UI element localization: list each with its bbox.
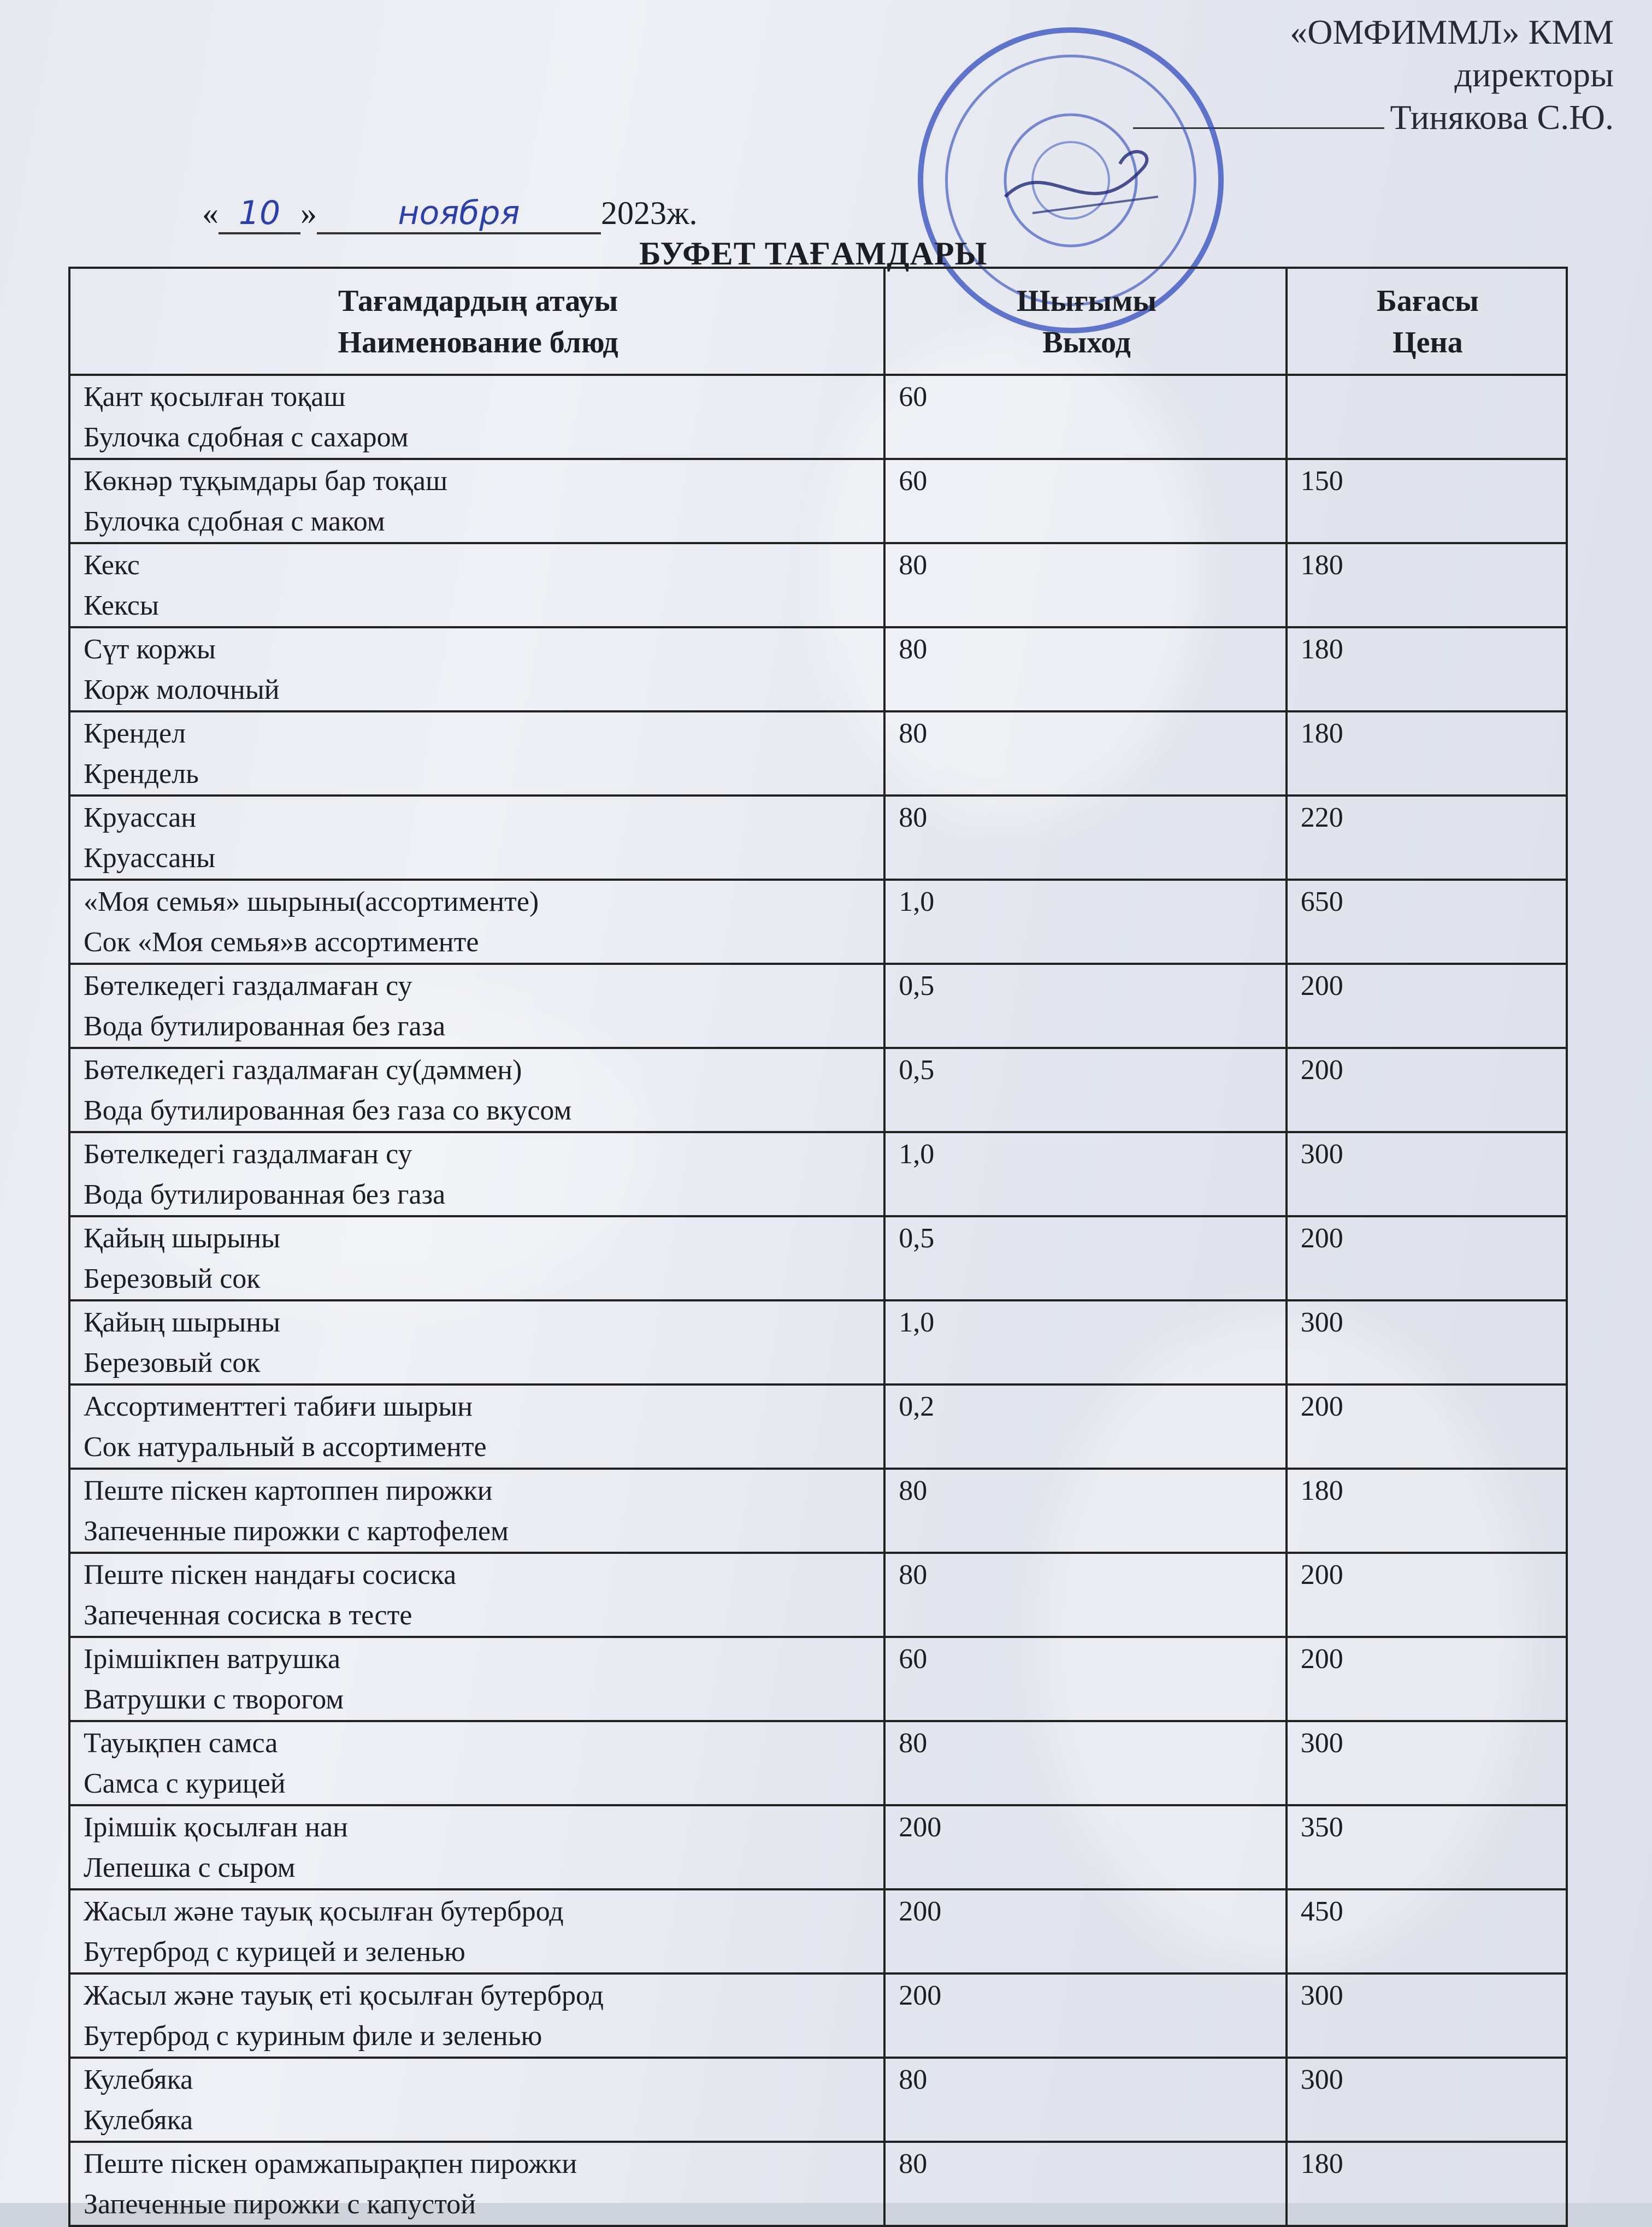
dish-name-cell — [69, 964, 884, 1048]
header-price-ru: Цена — [1393, 326, 1463, 360]
dish-output-cell: 0,5 — [884, 1048, 1287, 1132]
date-open-quote: « — [202, 195, 219, 231]
dish-output-cell: 80 — [884, 627, 1287, 711]
dish-price-cell: 150 — [1287, 459, 1567, 543]
header-output-ru: Выход — [1042, 326, 1131, 360]
dish-name-ru: Сок «Моя семья»в ассортименте — [84, 927, 479, 958]
dish-name-ru: Ватрушки с творогом — [84, 1684, 344, 1715]
table-row — [69, 1973, 1567, 2058]
table-row — [69, 1889, 1567, 1973]
dish-name-ru: Запеченные пирожки с картофелем — [84, 1516, 509, 1547]
dish-price-cell: 200 — [1287, 1553, 1567, 1637]
dish-name-kz: Қайың шырыны — [84, 1223, 281, 1254]
dish-price-cell: 200 — [1287, 1048, 1567, 1132]
approval-org: «ОМФИММЛ» КММ — [1290, 13, 1614, 51]
dish-price-cell: 180 — [1287, 543, 1567, 627]
dish-output-cell: 1,0 — [884, 1300, 1287, 1384]
approval-name: Тинякова С.Ю. — [1390, 98, 1614, 137]
dish-name-ru: Крендель — [84, 758, 199, 790]
dish-name-cell — [69, 1384, 884, 1469]
dish-name-cell — [69, 2058, 884, 2142]
dish-name-cell — [69, 375, 884, 459]
table-row — [69, 880, 1567, 964]
dish-name-cell — [69, 1973, 884, 2058]
dish-name-cell — [69, 459, 884, 543]
dish-name-cell — [69, 711, 884, 796]
header-output — [884, 268, 1287, 375]
header-price — [1287, 268, 1567, 375]
dish-output-cell: 0,5 — [884, 964, 1287, 1048]
dish-output-cell: 60 — [884, 459, 1287, 543]
dish-name-ru: Бутерброд с курицей и зеленью — [84, 1936, 465, 1967]
dish-name-kz: Ірімшікпен ватрушка — [84, 1643, 341, 1675]
dish-output-cell: 80 — [884, 543, 1287, 627]
dish-output-cell: 1,0 — [884, 880, 1287, 964]
dish-name-kz: Қайың шырыны — [84, 1307, 281, 1338]
dish-price-cell: 180 — [1287, 2142, 1567, 2226]
table-header-row — [69, 268, 1567, 375]
dish-output-cell: 0,2 — [884, 1384, 1287, 1469]
dish-name-cell — [69, 796, 884, 880]
dish-name-ru: Вода бутилированная без газа — [84, 1179, 446, 1210]
dish-name-ru: Корж молочный — [84, 674, 280, 705]
date-month: ноября — [317, 194, 601, 234]
dish-output-cell: 1,0 — [884, 1132, 1287, 1216]
dish-output-cell: 80 — [884, 1469, 1287, 1553]
table-row — [69, 1805, 1567, 1889]
dish-price-cell: 180 — [1287, 1469, 1567, 1553]
dish-price-cell: 200 — [1287, 1216, 1567, 1300]
dish-name-cell — [69, 1889, 884, 1973]
buffet-menu-table — [68, 267, 1568, 2227]
dish-output-cell: 80 — [884, 1721, 1287, 1805]
dish-price-cell: 300 — [1287, 1300, 1567, 1384]
dish-name-ru: Лепешка с сыром — [84, 1852, 296, 1883]
dish-name-kz: Бөтелкедегі газдалмаған су(дәммен) — [84, 1054, 522, 1086]
dish-name-cell — [69, 1721, 884, 1805]
date-year: 2023ж. — [601, 195, 698, 231]
table-row — [69, 2058, 1567, 2142]
dish-output-cell: 80 — [884, 2058, 1287, 2142]
dish-name-ru: Бутерброд с куриным филе и зеленью — [84, 2020, 542, 2052]
approval-position: директоры — [1454, 55, 1614, 94]
dish-name-ru: Запеченная сосиска в тесте — [84, 1600, 412, 1631]
header-output-kz: Шығымы — [1016, 284, 1157, 318]
table-row — [69, 1721, 1567, 1805]
dish-output-cell: 80 — [884, 796, 1287, 880]
dish-name-cell — [69, 1048, 884, 1132]
header-price-kz: Бағасы — [1376, 284, 1479, 318]
table-row — [69, 1637, 1567, 1721]
dish-name-kz: Ассортименттегі табиғи шырын — [84, 1391, 473, 1422]
dish-output-cell: 200 — [884, 1973, 1287, 2058]
dish-name-cell — [69, 2142, 884, 2226]
dish-name-ru: Кулебяка — [84, 2105, 193, 2136]
menu-title: БУФЕТ ТАҒАМДАРЫ — [639, 235, 988, 272]
dish-name-ru: Круассаны — [84, 843, 216, 874]
dish-name-ru: Булочка сдобная с маком — [84, 506, 385, 537]
dish-price-cell: 200 — [1287, 964, 1567, 1048]
dish-price-cell: 200 — [1287, 1637, 1567, 1721]
table-row — [69, 1553, 1567, 1637]
dish-name-kz: Пеште піскен нандағы сосиска — [84, 1559, 457, 1590]
dish-name-kz: «Моя семья» шырыны(ассортименте) — [84, 886, 539, 917]
dish-output-cell: 200 — [884, 1889, 1287, 1973]
dish-output-cell: 0,5 — [884, 1216, 1287, 1300]
table-row — [69, 1469, 1567, 1553]
dish-name-kz: Сүт коржы — [84, 634, 216, 665]
dish-output-cell: 60 — [884, 1637, 1287, 1721]
dish-name-kz: Көкнәр тұқымдары бар тоқаш — [84, 466, 448, 497]
table-row — [69, 711, 1567, 796]
dish-name-cell — [69, 880, 884, 964]
dish-name-kz: Бөтелкедегі газдалмаған су — [84, 970, 412, 1001]
table-body — [69, 375, 1567, 2226]
dish-name-ru: Булочка сдобная с сахаром — [84, 422, 409, 453]
dish-name-cell — [69, 1805, 884, 1889]
header-name-ru: Наименование блюд — [338, 326, 618, 360]
dish-price-cell: 300 — [1287, 1132, 1567, 1216]
table-row — [69, 627, 1567, 711]
dish-output-cell: 80 — [884, 2142, 1287, 2226]
dish-name-ru: Сок натуральный в ассортименте — [84, 1431, 487, 1463]
dish-name-ru: Кексы — [84, 590, 159, 621]
table-row — [69, 796, 1567, 880]
table-row — [69, 1048, 1567, 1132]
dish-name-ru: Вода бутилированная без газа — [84, 1011, 446, 1042]
table-row — [69, 2142, 1567, 2226]
dish-name-ru: Самса с курицей — [84, 1768, 286, 1799]
dish-price-cell: 300 — [1287, 2058, 1567, 2142]
dish-name-kz: Жасыл және тауық қосылған бутерброд — [84, 1896, 564, 1927]
dish-name-cell — [69, 627, 884, 711]
dish-name-kz: Тауықпен самса — [84, 1728, 278, 1759]
dish-output-cell: 200 — [884, 1805, 1287, 1889]
table-row — [69, 459, 1567, 543]
dish-price-cell: 220 — [1287, 796, 1567, 880]
dish-name-kz: Пеште піскен картоппен пирожки — [84, 1475, 493, 1506]
header-name — [69, 268, 884, 375]
dish-name-kz: Қант қосылған тоқаш — [84, 381, 346, 413]
table-row — [69, 375, 1567, 459]
dish-name-kz: Жасыл және тауық еті қосылған бутерброд — [84, 1980, 604, 2011]
document-date — [202, 194, 697, 234]
table-row — [69, 964, 1567, 1048]
header-name-kz: Тағамдардың атауы — [338, 284, 618, 318]
dish-price-cell: 300 — [1287, 1721, 1567, 1805]
dish-price-cell: 350 — [1287, 1805, 1567, 1889]
dish-name-kz: Ірімшік қосылған нан — [84, 1812, 348, 1843]
dish-name-kz: Кекс — [84, 550, 140, 581]
dish-name-kz: Кулебяка — [84, 2064, 193, 2095]
table-row — [69, 1216, 1567, 1300]
dish-name-cell — [69, 1553, 884, 1637]
dish-price-cell: 180 — [1287, 627, 1567, 711]
dish-price-cell — [1287, 375, 1567, 459]
dish-name-ru: Березовый сок — [84, 1263, 261, 1294]
table-row — [69, 1384, 1567, 1469]
dish-output-cell: 80 — [884, 1553, 1287, 1637]
dish-price-cell: 650 — [1287, 880, 1567, 964]
dish-name-ru: Вода бутилированная без газа со вкусом — [84, 1095, 572, 1126]
dish-name-cell — [69, 1132, 884, 1216]
dish-price-cell: 450 — [1287, 1889, 1567, 1973]
dish-name-kz: Пеште піскен орамжапырақпен пирожки — [84, 2148, 577, 2179]
dish-name-ru: Запеченные пирожки с капустой — [84, 2189, 476, 2220]
dish-name-cell — [69, 543, 884, 627]
date-close-quote: » — [300, 195, 317, 231]
date-day: 10 — [219, 194, 300, 234]
dish-price-cell: 300 — [1287, 1973, 1567, 2058]
dish-name-ru: Березовый сок — [84, 1347, 261, 1378]
dish-name-cell — [69, 1300, 884, 1384]
dish-name-cell — [69, 1216, 884, 1300]
dish-output-cell: 60 — [884, 375, 1287, 459]
table-row — [69, 1132, 1567, 1216]
dish-price-cell: 200 — [1287, 1384, 1567, 1469]
dish-price-cell: 180 — [1287, 711, 1567, 796]
dish-name-kz: Крендел — [84, 718, 186, 749]
dish-name-cell — [69, 1469, 884, 1553]
table-row — [69, 1300, 1567, 1384]
dish-name-cell — [69, 1637, 884, 1721]
dish-name-kz: Бөтелкедегі газдалмаған су — [84, 1139, 412, 1170]
dish-name-kz: Круассан — [84, 802, 197, 833]
dish-output-cell: 80 — [884, 711, 1287, 796]
table-row — [69, 543, 1567, 627]
